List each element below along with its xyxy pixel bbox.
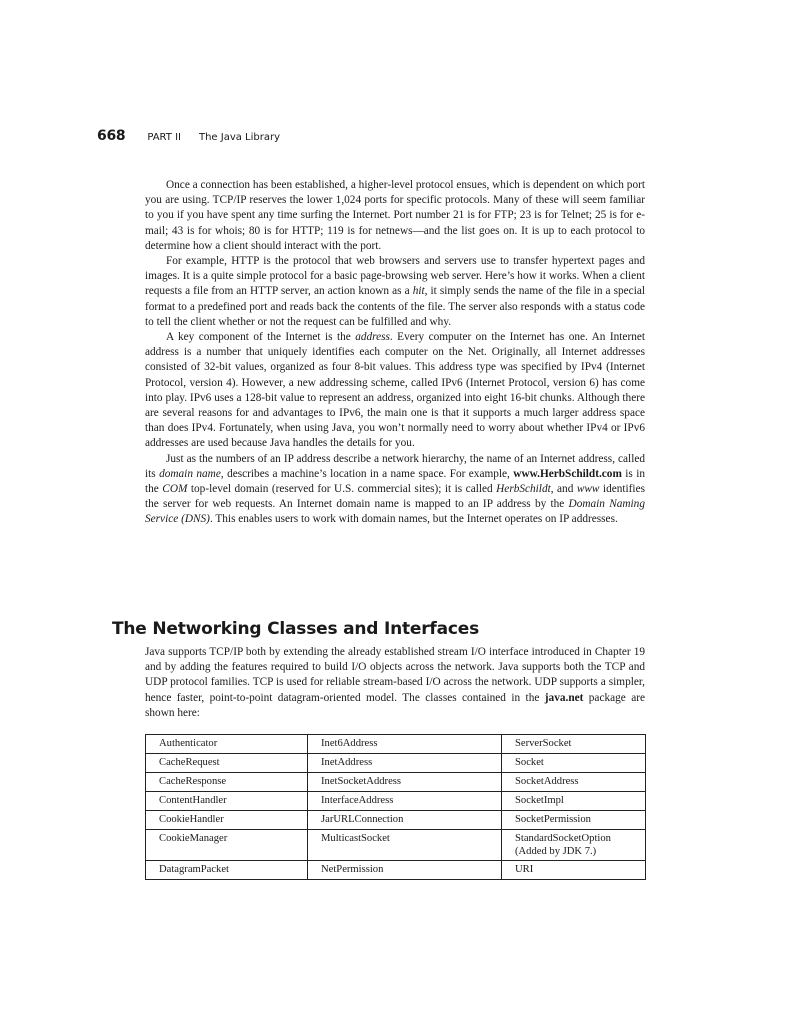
section-label: The Java Library <box>198 132 281 143</box>
paragraph <box>145 330 645 452</box>
table-cell: SocketImpl <box>502 792 646 811</box>
text-run: is in the <box>145 467 645 496</box>
paragraph <box>145 178 645 254</box>
text-run: For example, HTTP is the protocol that web browsers and servers use to transfer hypertext pages and images. It is a quite simple protocol for a basic page-browsing web server. Here’s how it works. When a client requests a file from an HTTP server, an action known as a <box>145 255 645 298</box>
page-number: 668 <box>97 128 126 144</box>
italic-text: address <box>355 331 390 344</box>
section-heading: The Networking Classes and Interfaces <box>112 619 480 639</box>
text-run: , and <box>550 483 577 496</box>
table-cell: ContentHandler <box>146 792 308 811</box>
table-cell: ServerSocket <box>502 735 646 754</box>
bold-text: java.net <box>544 691 584 704</box>
section-body-text <box>145 645 645 721</box>
table-cell: InetAddress <box>308 754 502 773</box>
table-cell: DatagramPacket <box>146 861 308 880</box>
part-label: PART II <box>147 132 181 143</box>
table-cell: InetSocketAddress <box>308 773 502 792</box>
italic-text: domain name <box>159 467 221 480</box>
italic-text: www <box>576 483 600 496</box>
table-cell: SocketAddress <box>502 773 646 792</box>
text-run: package are shown here: <box>145 691 645 719</box>
table-cell: StandardSocketOption (Added by JDK 7.) <box>502 830 646 861</box>
table-row <box>146 830 646 861</box>
table-cell: CookieManager <box>146 830 308 861</box>
text-run: , it simply sends the name of the file in a special format to a predefined port and reads back the contents of the file. The server also responds with a status code to tell the client whether or not the request can be fulfilled and why. <box>145 285 645 328</box>
table-row <box>146 773 646 792</box>
text-run: top-level domain (reserved for U.S. commercial sites); it is called <box>187 483 497 496</box>
text-run: . Every computer on the Internet has one. An Internet address is a number that uniquely identifies each computer on the Net. Originally, all Internet addresses consisted of 32-bit values, organized as four 8-bit values. This address type was specified by IPv4 (Internet Protocol, version 4). However, a new addressing scheme, called IPv6 (Internet Protocol, version 6) has come into play. IPv6 uses a 128-bit value to represent an address, organized into eight 16-bit chunks. Although there are several reasons for and advantages to IPv6, the main one is that it supports a much larger address space than does IPv4. Fortunately, when using Java, you won’t normally need to worry about whether IPv4 or IPv6 addresses are used because Java handles the details for you. <box>145 331 646 450</box>
text-run: A key component of the Internet is the <box>166 331 356 344</box>
intro-body-text <box>145 178 645 528</box>
text-run: . This enables users to work with domain names, but the Internet operates on IP addresses. <box>209 513 618 526</box>
italic-text: Domain Naming Service (DNS) <box>145 498 645 526</box>
table-row <box>146 754 646 773</box>
paragraph <box>145 452 645 528</box>
table-row <box>146 735 646 754</box>
table-cell: NetPermission <box>308 861 502 880</box>
table-cell: Inet6Address <box>308 735 502 754</box>
table-row <box>146 811 646 830</box>
text-run: Just as the numbers of an IP address describe a network hierarchy, the name of an Internet address, called its <box>145 452 645 480</box>
text-run: Once a connection has been established, a higher-level protocol ensues, which is dependent on which port you are using. TCP/IP reserves the lower 1,024 ports for specific protocols. Many of these will seem familiar to you if you have spent any time surfing the Internet. Port number 21 is for FTP; 23 is for Telnet; 25 is for e-mail; 43 is for whois; 80 is for HTTP; 119 is for netnews—and the list goes on. It is up to each protocol to determine how a client should interact with the port. <box>145 179 645 252</box>
text-run: identifies the server for web requests. An Internet domain name is mapped to an IP address by the <box>145 483 645 511</box>
text-run: , describes a machine’s location in a name space. For example, <box>220 467 514 480</box>
table-cell: CacheResponse <box>146 773 308 792</box>
table-row <box>146 792 646 811</box>
table-cell: CacheRequest <box>146 754 308 773</box>
table-cell: CookieHandler <box>146 811 308 830</box>
paragraph <box>145 254 645 330</box>
table-cell: SocketPermission <box>502 811 646 830</box>
table-cell: MulticastSocket <box>308 830 502 861</box>
table-cell: InterfaceAddress <box>308 792 502 811</box>
bold-text: www.HerbSchildt.com <box>513 467 622 480</box>
italic-text: hit <box>412 285 425 298</box>
section-paragraph <box>145 645 645 721</box>
table-cell: URI <box>502 861 646 880</box>
italic-text: COM <box>162 483 188 496</box>
table-cell: JarURLConnection <box>308 811 502 830</box>
table-cell: Authenticator <box>146 735 308 754</box>
text-run: Java supports TCP/IP both by extending the already established stream I/O interface introduced in Chapter 19 and by adding the features required to build I/O objects across the network. Java supports both the TCP and UDP protocol families. TCP is used for reliable stream-based I/O across the network. UDP supports a simpler, hence faster, point-to-point datagram-oriented model. The classes contained in the <box>145 646 645 704</box>
table-cell: Socket <box>502 754 646 773</box>
table-row <box>146 861 646 880</box>
italic-text: HerbSchildt <box>496 483 551 496</box>
java-net-classes-table <box>145 734 646 880</box>
running-header <box>97 128 280 144</box>
